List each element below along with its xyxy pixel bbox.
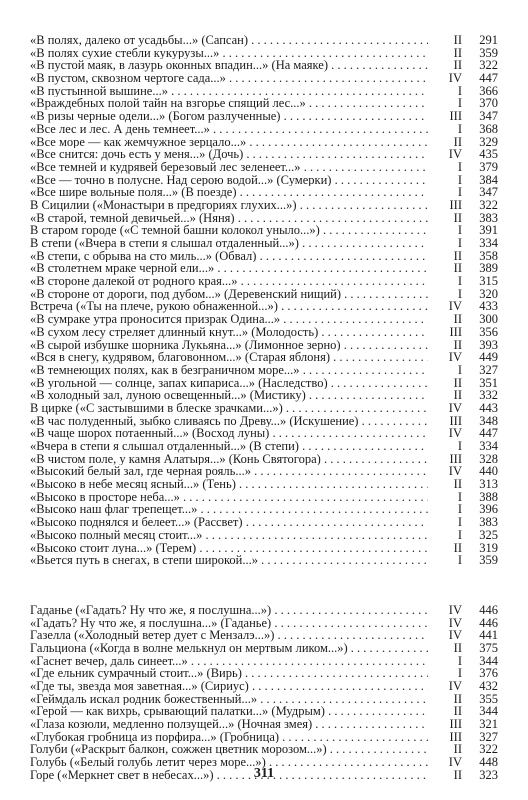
page-number: 311	[253, 766, 275, 781]
entry-volume: I	[457, 83, 462, 98]
entry-title: «В степи, с обрыва на сто миль...» (Обвал) . . .	[30, 250, 428, 263]
entry-volume: II	[453, 58, 462, 73]
index-entry	[30, 554, 498, 567]
index-entry	[30, 617, 498, 630]
entry-volume: I	[457, 515, 462, 530]
index-entry	[30, 629, 498, 642]
entry-volume: IV	[448, 615, 462, 630]
entry-title: В степи («Вчера в степи я слышал отдаленный...») . . .	[30, 237, 428, 250]
entry-volume: I	[457, 236, 462, 250]
entry-volume: IV	[448, 147, 462, 162]
entry-title: Гаданье («Гадать? Ну что же, я послушна...») . . .	[30, 604, 428, 617]
entry-volume: I	[457, 121, 462, 136]
entry-page: 359	[479, 553, 498, 568]
entry-volume: IV	[448, 400, 462, 415]
entry-page: 300	[479, 312, 498, 327]
entry-title: «Все снится: дочь есть у меня...» (Дочь) . . .	[30, 148, 428, 161]
entry-volume: I	[457, 274, 462, 289]
entry-page: 384	[479, 172, 498, 187]
entry-volume: I	[457, 553, 462, 568]
index-entry	[30, 604, 498, 617]
entry-volume: II	[453, 312, 462, 327]
entry-volume: II	[453, 704, 462, 719]
entry-page: 446	[479, 615, 498, 630]
entry-page: 315	[479, 274, 498, 289]
entry-title: «Враждебных полой тайн на взгорье спящий лес...» . . .	[30, 97, 428, 110]
entry-title: «Все темней и кудрявей березовый лес зеленеет...» . . .	[30, 161, 428, 174]
entry-title: Встреча («Ты на плече, рукою обнаженной...») . . .	[30, 300, 428, 313]
entry-page: 383	[479, 515, 498, 530]
index-entry	[30, 415, 498, 428]
entry-page: 432	[479, 679, 498, 693]
index-section-g	[30, 604, 498, 782]
entry-volume: I	[457, 286, 462, 301]
index-entry	[30, 718, 498, 731]
entry-title: «В угольной — солнце, запах кипариса...» (Наследство) . . .	[30, 377, 428, 390]
index-entry	[30, 516, 498, 529]
index-entry	[30, 389, 498, 402]
entry-page: 379	[479, 159, 498, 174]
index-entry	[30, 655, 498, 668]
entry-page: 441	[479, 628, 498, 643]
entry-title: «Герой — как вихрь, срывающий палатки...» (Мудрым) . . .	[30, 705, 428, 718]
index-entry	[30, 275, 498, 288]
section-gap	[30, 567, 498, 604]
entry-page: 443	[479, 400, 498, 415]
entry-title: «В ризы черные одели...» (Богом разлученные) . . .	[30, 110, 428, 123]
entry-volume: IV	[448, 464, 462, 479]
entry-page: 328	[479, 451, 498, 466]
index-entry	[30, 427, 498, 440]
index-entry	[30, 47, 498, 60]
entry-volume: II	[453, 337, 462, 352]
index-entry	[30, 465, 498, 478]
entry-title: «В пустом, сквозном чертоге сада...» . . .	[30, 72, 428, 85]
entry-title: В старом городе («С темной башни колокол уныло...») . . .	[30, 224, 428, 237]
entry-volume: I	[457, 527, 462, 542]
index-entry	[30, 743, 498, 756]
entry-volume: II	[453, 691, 462, 706]
entry-volume: IV	[448, 602, 462, 617]
entry-title: «Глаза козюли, медленно ползущей...» (Ночная змея) . . .	[30, 718, 428, 731]
entry-page: 447	[479, 71, 498, 86]
index-entry	[30, 186, 498, 199]
entry-page: 347	[479, 109, 498, 124]
entry-page: 446	[479, 602, 498, 617]
entry-volume: III	[449, 729, 462, 744]
entry-volume: II	[453, 767, 462, 782]
index-entry	[30, 224, 498, 237]
index-page	[30, 34, 498, 782]
entry-page: 322	[479, 742, 498, 757]
entry-page: 327	[479, 729, 498, 744]
entry-title: «В полях, далеко от усадьбы...» (Сапсан) . . .	[30, 34, 428, 47]
entry-page: 356	[479, 324, 498, 339]
index-entry	[30, 339, 498, 352]
entry-title: «В чаще шорох потаенный...» (Восход луны) . . .	[30, 427, 428, 440]
index-entry	[30, 364, 498, 377]
entry-page: 388	[479, 489, 498, 504]
entry-volume: I	[457, 96, 462, 111]
entry-title: «Высокий белый зал, где черная рояль...» . . .	[30, 465, 428, 478]
index-entry	[30, 377, 498, 390]
entry-page: 435	[479, 147, 498, 162]
index-entry	[30, 402, 498, 415]
index-entry	[30, 250, 498, 263]
index-entry	[30, 136, 498, 149]
entry-volume: III	[449, 197, 462, 212]
entry-page: 447	[479, 426, 498, 441]
entry-page: 332	[479, 388, 498, 403]
entry-title: «В старой, темной девичьей...» (Няня) . . .	[30, 212, 428, 225]
entry-title: «В темнеющих полях, как в безграничном море...» . . .	[30, 364, 428, 377]
index-entry	[30, 453, 498, 466]
entry-volume: I	[457, 185, 462, 200]
entry-page: 329	[479, 134, 498, 149]
entry-title: «В холодный зал, луною освещенный...» (Мистику) . . .	[30, 389, 428, 402]
index-entry	[30, 693, 498, 706]
entry-page: 334	[479, 439, 498, 453]
index-entry	[30, 262, 498, 275]
entry-title: «В пустынной вышине...» . . .	[30, 85, 428, 98]
entry-page: 375	[479, 640, 498, 655]
index-entry	[30, 300, 498, 313]
index-entry	[30, 59, 498, 72]
entry-page: 368	[479, 121, 498, 136]
entry-title: В Сицилии («Монастыри в предгориях глухих...») . . .	[30, 199, 428, 212]
entry-volume: I	[457, 172, 462, 187]
entry-page: 389	[479, 261, 498, 276]
entry-volume: IV	[448, 71, 462, 86]
entry-title: «Высоко стоит луна...» (Терем) . . .	[30, 542, 428, 555]
entry-volume: III	[449, 451, 462, 466]
entry-volume: IV	[448, 426, 462, 441]
index-entry	[30, 503, 498, 516]
index-entry	[30, 491, 498, 504]
entry-title: «Все лес и лес. А день темнеет...» . . .	[30, 123, 428, 136]
entry-page: 322	[479, 197, 498, 212]
entry-title: В цирке («С застывшими в блеске зрачками...») . . .	[30, 402, 428, 415]
entry-volume: II	[453, 477, 462, 492]
entry-volume: I	[457, 489, 462, 504]
entry-title: «Высоко полный месяц стоит...» . . .	[30, 529, 428, 542]
entry-volume: III	[449, 413, 462, 428]
entry-title: «В столетнем мраке черной ели...» . . .	[30, 262, 428, 275]
entry-volume: I	[457, 362, 462, 377]
entry-title: «Гаснет вечер, даль синеет...» . . .	[30, 655, 428, 668]
index-section-v	[30, 34, 498, 567]
entry-title: «В стороне от дороги, под дубом...» (Деревенский нищий) . . .	[30, 288, 428, 301]
index-entry	[30, 85, 498, 98]
entry-title: «В чистом поле, у камня Алатыря...» (Конь Святогора) . . .	[30, 453, 428, 466]
entry-page: 359	[479, 45, 498, 60]
index-entry	[30, 478, 498, 491]
entry-title: «Вчера в степи я слышал отдаленный...» (В степи) . . .	[30, 440, 428, 453]
entry-title: Газелла («Холодный ветер дует с Мензалэ...») . . .	[30, 629, 428, 642]
index-entry	[30, 161, 498, 174]
entry-title: «Все — точно в полусне. Над серою водой...» (Сумерки) . . .	[30, 174, 428, 187]
entry-volume: IV	[448, 755, 462, 770]
entry-title: Голуби («Раскрыт балкон, сожжен цветник морозом...») . . .	[30, 743, 428, 756]
entry-page: 448	[479, 755, 498, 770]
entry-volume: III	[449, 109, 462, 124]
entry-page: 325	[479, 527, 498, 542]
entry-title: «Высоко в просторе неба...» . . .	[30, 491, 428, 504]
entry-volume: II	[453, 388, 462, 403]
entry-title: «В час полуденный, зыбко сливаясь по Древу...» (Искушение) . . .	[30, 415, 428, 428]
entry-page: 323	[479, 767, 498, 782]
entry-page: 347	[479, 185, 498, 200]
entry-title: «Высоко поднялся и белеет...» (Рассвет) . . .	[30, 516, 428, 529]
entry-volume: II	[453, 210, 462, 225]
entry-title: «Геймдаль искал родник божественный...» . . .	[30, 693, 428, 706]
index-entry	[30, 72, 498, 85]
index-entry	[30, 34, 498, 47]
index-entry	[30, 212, 498, 225]
entry-page: 348	[479, 413, 498, 428]
entry-page: 313	[479, 477, 498, 492]
entry-page: 366	[479, 83, 498, 98]
entry-page: 376	[479, 666, 498, 681]
entry-title: «В полях сухие стебли кукурузы...» . . .	[30, 47, 428, 60]
entry-page: 358	[479, 248, 498, 263]
index-entry	[30, 326, 498, 339]
entry-volume: II	[453, 540, 462, 555]
entry-volume: I	[457, 439, 462, 453]
entry-volume: I	[457, 159, 462, 174]
index-entry	[30, 199, 498, 212]
index-entry	[30, 542, 498, 555]
entry-page: 449	[479, 350, 498, 365]
entry-volume: IV	[448, 299, 462, 314]
entry-title: «Высоко наш флаг трепещет...» . . .	[30, 503, 428, 516]
index-entry	[30, 680, 498, 693]
entry-title: «В сухом лесу стреляет длинный кнут...» (Молодость) . . .	[30, 326, 428, 339]
entry-volume: IV	[448, 350, 462, 365]
entry-volume: II	[453, 248, 462, 263]
entry-page: 344	[479, 704, 498, 719]
entry-volume: II	[453, 640, 462, 655]
entry-page: 319	[479, 540, 498, 555]
entry-page: 393	[479, 337, 498, 352]
entry-volume: IV	[448, 679, 462, 693]
entry-page: 440	[479, 464, 498, 479]
entry-volume: I	[457, 502, 462, 517]
entry-volume: IV	[448, 628, 462, 643]
index-entry	[30, 123, 498, 136]
index-entry	[30, 110, 498, 123]
entry-title: «Все шире вольные поля...» (В поезде) . . .	[30, 186, 428, 199]
entry-page: 383	[479, 210, 498, 225]
index-entry	[30, 97, 498, 110]
index-entry	[30, 351, 498, 364]
entry-volume: III	[449, 717, 462, 732]
entry-volume: II	[453, 375, 462, 390]
entry-title: «Гадать? Ну что же, я послушна...» (Гаданье) . . .	[30, 617, 428, 630]
entry-title: Гальциона («Когда в волне мелькнул он мертвым ликом...») . . .	[30, 642, 428, 655]
entry-page: 344	[479, 653, 498, 668]
index-entry	[30, 174, 498, 187]
entry-volume: II	[453, 45, 462, 60]
index-entry	[30, 148, 498, 161]
entry-title: «В пустой маяк, в лазурь оконных впадин...» (На маяке) . . .	[30, 59, 428, 72]
entry-page: 321	[479, 717, 498, 732]
index-entry	[30, 288, 498, 301]
entry-page: 433	[479, 299, 498, 314]
entry-page: 370	[479, 96, 498, 111]
entry-title: Голубь («Белый голубь летит через море...») . . .	[30, 756, 428, 769]
index-entry	[30, 731, 498, 744]
entry-title: Горе («Меркнет свет в небесах...») . . .	[30, 769, 428, 782]
entry-page: 291	[479, 33, 498, 47]
entry-volume: I	[457, 653, 462, 668]
entry-page: 396	[479, 502, 498, 517]
entry-title: «Все море — как жемчужное зерцало...» . . .	[30, 136, 428, 149]
index-entry	[30, 313, 498, 326]
index-entry	[30, 440, 498, 453]
entry-title: «В стороне далекой от родного края...» . . .	[30, 275, 428, 288]
entry-page: 351	[479, 375, 498, 390]
entry-page: 334	[479, 236, 498, 250]
entry-volume: II	[453, 261, 462, 276]
entry-volume: II	[453, 33, 462, 47]
entry-volume: II	[453, 134, 462, 149]
index-entry	[30, 237, 498, 250]
entry-title: «В сумраке утра проносится призрак Одина...» . . .	[30, 313, 428, 326]
entry-page: 320	[479, 286, 498, 301]
entry-title: «Вся в снегу, кудрявом, благовонном...» (Старая яблоня) . . .	[30, 351, 428, 364]
entry-title: «Вьется путь в снегах, в степи широкой...» . . .	[30, 554, 428, 567]
index-entry	[30, 705, 498, 718]
entry-title: «Глубокая гробница из порфира...» (Гробница) . . .	[30, 731, 428, 744]
entry-page: 327	[479, 362, 498, 377]
entry-title: «В сырой избушке шорника Лукьяна...» (Лимонное зерно) . . .	[30, 339, 428, 352]
entry-volume: III	[449, 324, 462, 339]
entry-volume: I	[457, 666, 462, 681]
entry-volume: II	[453, 742, 462, 757]
entry-title: «Высоко в небе месяц ясный...» (Тень) . . .	[30, 478, 428, 491]
entry-volume: I	[457, 223, 462, 238]
entry-page: 355	[479, 691, 498, 706]
index-entry	[30, 642, 498, 655]
entry-title: «Где ельник сумрачный стоит...» (Вирь) . . .	[30, 667, 428, 680]
entry-page: 322	[479, 58, 498, 73]
entry-title: «Где ты, звезда моя заветная...» (Сириус) . . .	[30, 680, 428, 693]
index-entry	[30, 529, 498, 542]
index-entry	[30, 667, 498, 680]
entry-page: 391	[479, 223, 498, 238]
